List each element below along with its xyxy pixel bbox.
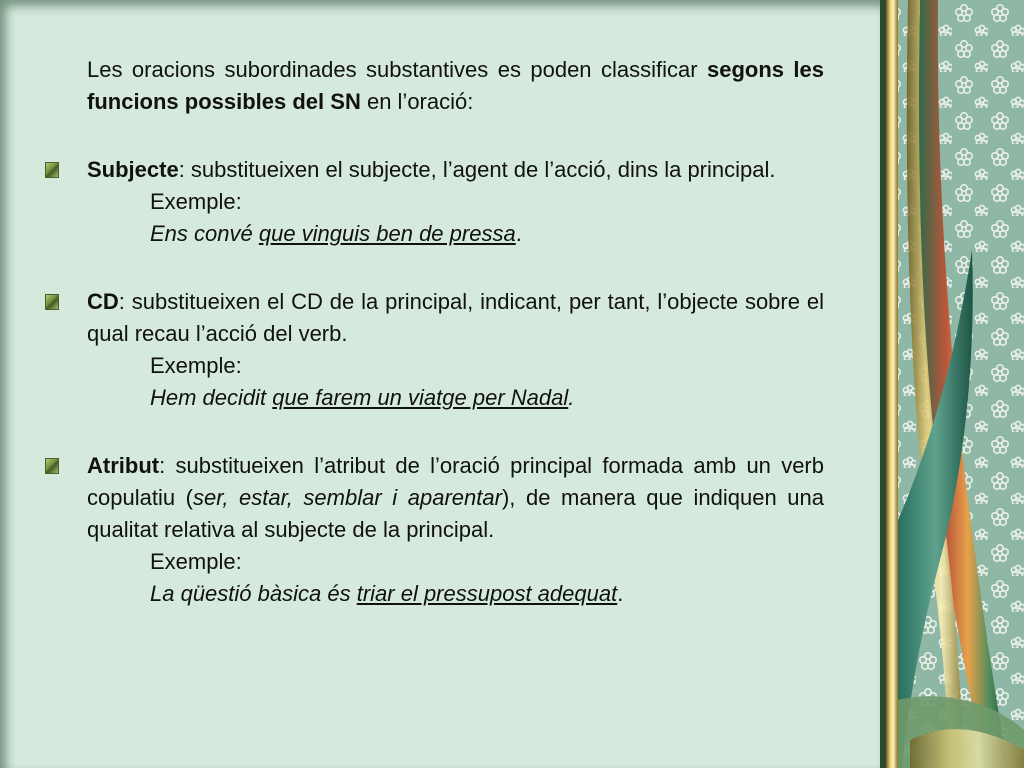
term-description: : substitueixen el CD de la principal, indicant, per tant, l’objecte sobre el qual recau l’acció del verb.	[87, 289, 824, 346]
example-sentence: La qüestió bàsica és triar el pressupost adequat.	[150, 581, 624, 606]
bullet-item-atribut: Atribut: substitueixen l’atribut de l’oració principal formada amb un verb copulatiu (ser, estar, semblar i aparentar), de manera que indiquen una qualitat relativa al subjecte de la principal.	[87, 450, 824, 546]
bullet-icon	[45, 294, 59, 310]
term-label: Subjecte	[87, 157, 179, 182]
decorative-floral-border	[880, 0, 1024, 768]
copulative-verbs: ser, estar, semblar i aparentar	[192, 485, 502, 510]
bullet-icon	[45, 458, 59, 474]
underlined-clause: que farem un viatge per Nadal	[272, 385, 569, 410]
bullet-item-subjecte	[87, 154, 824, 186]
text-block	[87, 54, 824, 610]
underlined-clause: triar el pressupost adequat	[356, 581, 618, 606]
intro-bold-text: segons les funcions possibles del SN	[87, 57, 824, 114]
example-label: Exemple:	[150, 189, 242, 214]
example-label: Exemple:	[150, 353, 242, 378]
underlined-clause: que vinguis ben de pressa	[258, 221, 516, 246]
term-description: : substitueixen l’atribut de l’oració principal formada amb un verb copulatiu (	[87, 453, 824, 510]
bullet-icon	[45, 162, 59, 178]
example-sentence: Hem decidit que farem un viatge per Nadal.	[150, 385, 575, 410]
intro-text-end: en l’oració:	[360, 89, 474, 114]
term-label: Atribut	[87, 453, 160, 478]
example-sentence: Ens convé que vinguis ben de pressa.	[150, 221, 522, 246]
term-label: CD	[87, 289, 119, 314]
term-description: : substitueixen el subjecte, l’agent de l’acció, dins la principal.	[178, 157, 776, 182]
bullet-item-cd	[87, 286, 824, 350]
intro-text: Les oracions subordinades substantives es poden classificar	[87, 57, 707, 82]
intro-paragraph	[87, 54, 824, 118]
example-label: Exemple:	[150, 549, 242, 574]
